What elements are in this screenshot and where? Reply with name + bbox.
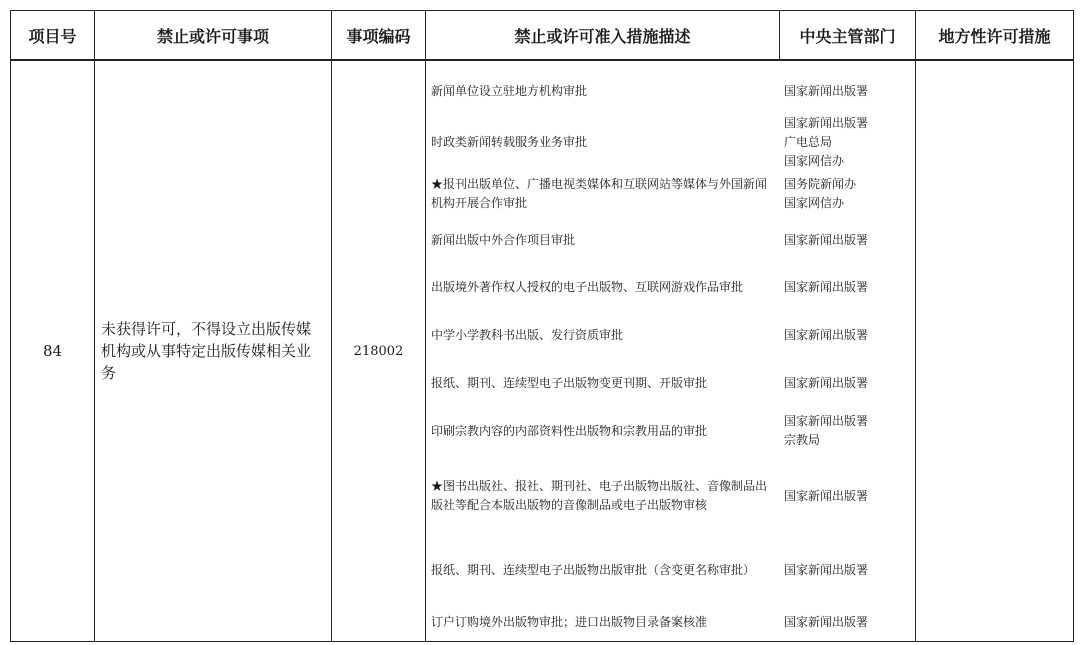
central-department xyxy=(780,487,872,506)
header-local-measure: 地方性许可措施 xyxy=(916,11,1074,61)
header-item: 禁止或许可事项 xyxy=(95,11,332,61)
department-name: 国家新闻出版署 xyxy=(784,488,869,503)
measure-description: 报纸、期刊、连续型电子出版物出版审批（含变更名称审批） xyxy=(431,562,756,577)
department-name: 国家新闻出版署 xyxy=(784,279,869,294)
central-department xyxy=(780,561,872,580)
central-department xyxy=(780,326,872,345)
measure-description: 印刷宗教内容的内部资料性出版物和宗教用品的审批 xyxy=(431,423,708,438)
project-no: 84 xyxy=(42,342,63,360)
central-department xyxy=(780,374,872,393)
project-no-cell xyxy=(11,60,95,642)
measure-row xyxy=(426,217,915,263)
measure-row xyxy=(426,537,915,603)
measure-row xyxy=(426,311,915,359)
department-name: 广电总局 xyxy=(784,134,833,149)
department-name: 国家新闻出版署 xyxy=(784,327,869,342)
central-department xyxy=(780,175,860,213)
local-measure-cell xyxy=(916,60,1074,642)
header-central-department: 中央主管部门 xyxy=(780,11,916,61)
measure-row xyxy=(426,359,915,407)
measure-row xyxy=(426,263,915,311)
department-name: 国家网信办 xyxy=(784,153,845,168)
measure-description: ★报刊出版单位、广播电视类媒体和互联网站等媒体与外国新闻机构开展合作审批 xyxy=(431,177,768,210)
header-row xyxy=(11,11,1074,61)
central-department xyxy=(780,412,872,450)
measure-description: 新闻单位设立驻地方机构审批 xyxy=(431,83,588,98)
central-department xyxy=(780,278,872,297)
department-name: 国家新闻出版署 xyxy=(784,115,869,130)
central-department xyxy=(780,82,872,101)
measure-description: 时政类新闻转载服务业务审批 xyxy=(431,134,588,149)
measure-description: 报纸、期刊、连续型电子出版物变更刊期、开版审批 xyxy=(431,375,708,390)
measure-description: ★图书出版社、报社、期刊社、电子出版物出版社、音像制品出版社等配合本版出版物的音像制品或电子出版物审核 xyxy=(431,479,768,512)
measure-description: 新闻出版中外合作项目审批 xyxy=(431,232,576,247)
department-name: 国家新闻出版署 xyxy=(784,232,869,247)
header-project-no: 项目号 xyxy=(11,11,95,61)
measure-description: 订户订购境外出版物审批；进口出版物目录备案核准 xyxy=(431,614,708,629)
permit-table xyxy=(10,10,1074,642)
department-name: 国务院新闻办 xyxy=(784,177,857,191)
department-name: 国家新闻出版署 xyxy=(784,375,869,390)
header-item-code: 事项编码 xyxy=(332,11,426,61)
department-name: 国家新闻出版署 xyxy=(784,562,869,577)
measures-cell xyxy=(426,60,916,642)
measure-description: 出版境外著作权人授权的电子出版物、互联网游戏作品审批 xyxy=(431,279,744,294)
table-row xyxy=(11,60,1074,642)
item-cell xyxy=(95,60,332,642)
department-name: 宗教局 xyxy=(784,433,821,447)
department-name: 国家网信办 xyxy=(784,196,845,210)
item-code-cell xyxy=(332,60,426,642)
item-code: 218002 xyxy=(353,343,404,359)
header-measure-description: 禁止或许可准入措施描述 xyxy=(426,11,780,61)
measure-row xyxy=(426,603,915,641)
central-department xyxy=(780,114,872,171)
department-name: 国家新闻出版署 xyxy=(784,414,869,428)
central-department xyxy=(780,231,872,250)
measure-row xyxy=(426,113,915,171)
department-name: 国家新闻出版署 xyxy=(784,83,869,98)
central-department xyxy=(780,613,872,632)
measure-row xyxy=(426,69,915,113)
measure-list xyxy=(426,69,915,641)
measure-description: 中学小学教科书出版、发行资质审批 xyxy=(431,327,624,342)
measure-row xyxy=(426,455,915,537)
measure-row xyxy=(426,407,915,455)
item-text: 未获得许可，不得设立出版传媒机构或从事特定出版传媒相关业务 xyxy=(101,320,312,382)
measure-row xyxy=(426,171,915,217)
department-name: 国家新闻出版署 xyxy=(784,614,869,629)
